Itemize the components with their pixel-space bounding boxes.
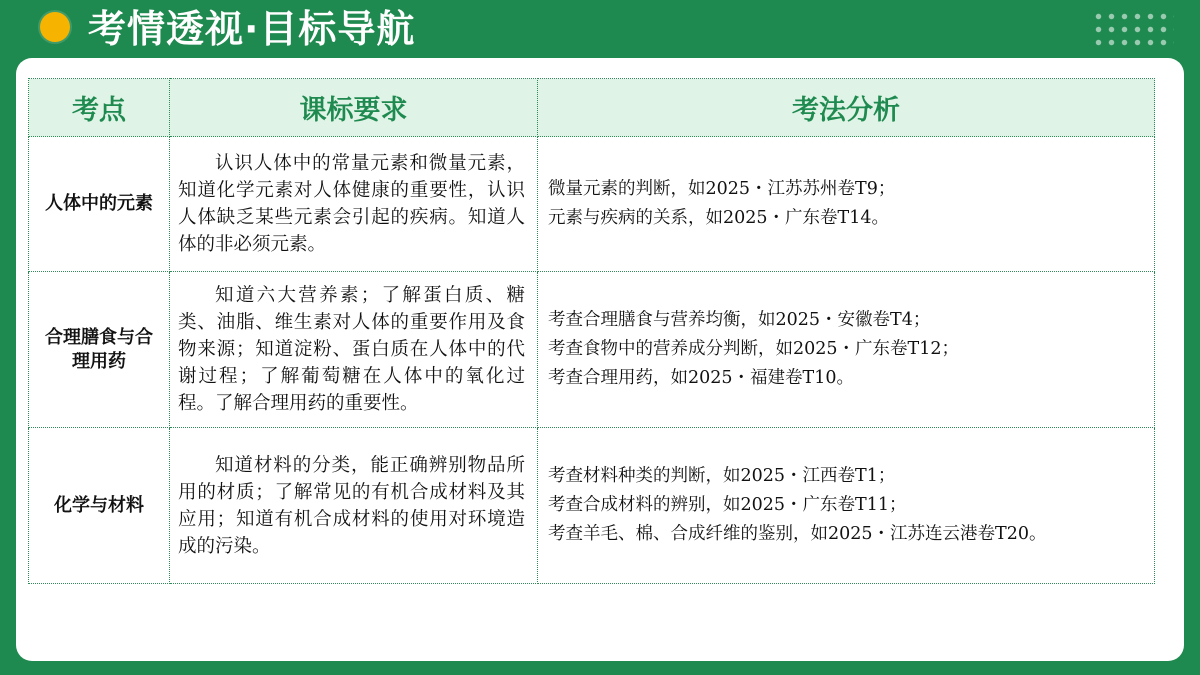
title-bullet-icon xyxy=(40,12,70,42)
exam-analysis-table xyxy=(28,78,1155,584)
slide-header xyxy=(0,0,1200,58)
analysis-cell xyxy=(538,428,1155,584)
topic-cell: 人体中的元素 xyxy=(29,137,170,272)
column-header-analysis: 考法分析 xyxy=(538,79,1155,137)
content-card xyxy=(16,58,1184,661)
table-row xyxy=(29,272,1155,428)
slide-title: 考情透视·目标导航 xyxy=(88,7,416,51)
analysis-line: 元素与疾病的关系，如2025・广东卷T14。 xyxy=(548,208,889,228)
table-row xyxy=(29,137,1155,272)
analysis-line: 考查合理膳食与营养均衡，如2025・安徽卷T4； xyxy=(548,310,931,330)
table-header-row xyxy=(29,79,1155,137)
table-row xyxy=(29,428,1155,584)
analysis-line: 微量元素的判断，如2025・江苏苏州卷T9； xyxy=(548,179,896,199)
analysis-line: 考查材料种类的判断，如2025・江西卷T1； xyxy=(548,466,896,486)
analysis-line: 考查合理用药，如2025・福建卷T10。 xyxy=(548,368,854,388)
requirement-cell: 知道材料的分类，能正确辨别物品所用的材质；了解常见的有机合成材料及其应用；知道有机合成材料的使用对环境造成的污染。 xyxy=(170,428,538,584)
analysis-cell xyxy=(538,272,1155,428)
requirement-cell: 认识人体中的常量元素和微量元素，知道化学元素对人体健康的重要性，认识人体缺乏某些元素会引起的疾病。知道人体的非必须元素。 xyxy=(170,137,538,272)
analysis-line: 考查合成材料的辨别，如2025・广东卷T11； xyxy=(548,495,907,515)
requirement-cell: 知道六大营养素；了解蛋白质、糖类、油脂、维生素对人体的重要作用及食物来源；知道淀粉、蛋白质在人体中的代谢过程；了解葡萄糖在人体中的氧化过程。了解合理用药的重要性。 xyxy=(170,272,538,428)
topic-cell: 化学与材料 xyxy=(29,428,170,584)
topic-cell: 合理膳食与合理用药 xyxy=(29,272,170,428)
dot-pattern-decoration xyxy=(1092,10,1174,50)
column-header-requirement: 课标要求 xyxy=(170,79,538,137)
analysis-line: 考查羊毛、棉、合成纤维的鉴别，如2025・江苏连云港卷T20。 xyxy=(548,524,1047,544)
analysis-cell xyxy=(538,137,1155,272)
column-header-topic: 考点 xyxy=(29,79,170,137)
analysis-line: 考查食物中的营养成分判断，如2025・广东卷T12； xyxy=(548,339,959,359)
